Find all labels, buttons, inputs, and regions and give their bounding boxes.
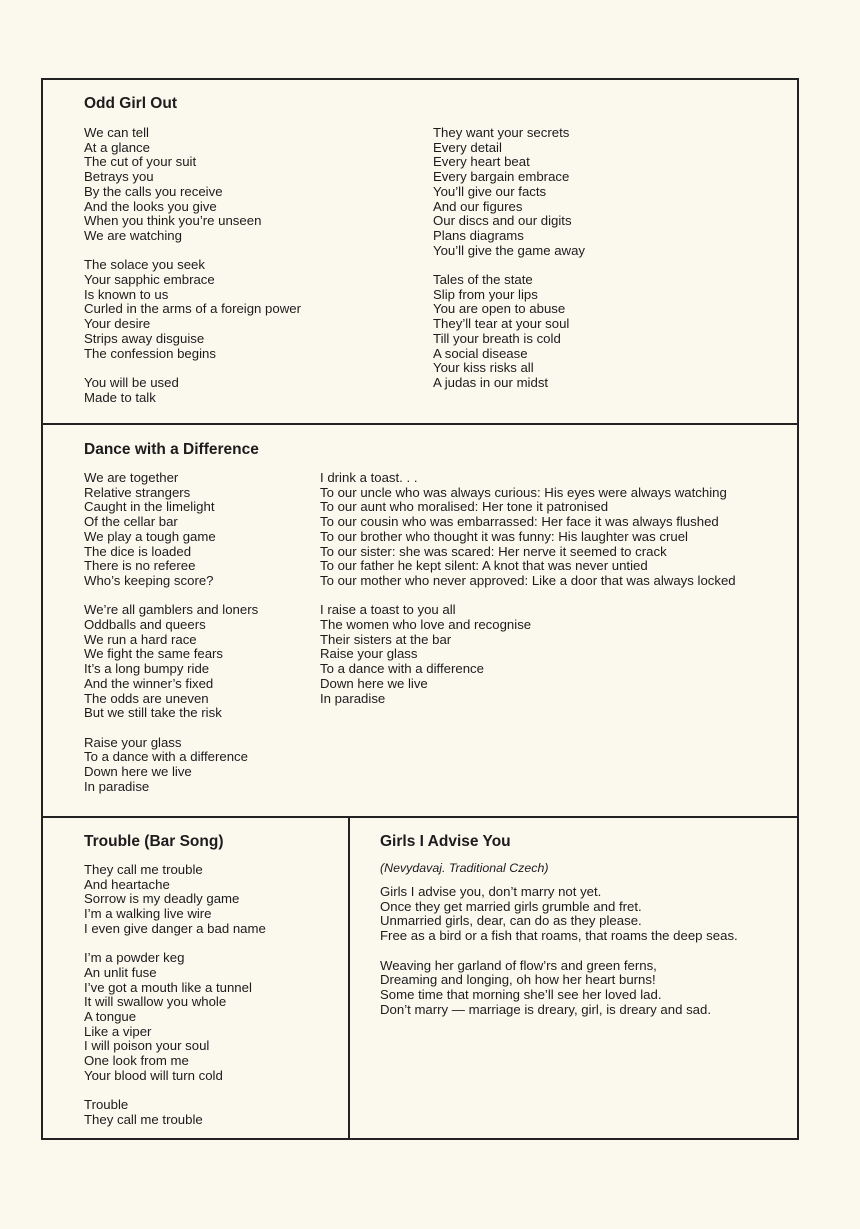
lyric-line: I’m a powder keg <box>84 950 185 966</box>
lyric-line: Sorrow is my deadly game <box>84 891 240 907</box>
lyric-line: Don’t marry — marriage is dreary, girl, is dreary and sad. <box>380 1001 712 1017</box>
lyric-line: Plans diagrams <box>433 227 524 243</box>
lyrics-column <box>380 885 738 1017</box>
lyric-line: We play a tough game <box>84 528 216 544</box>
stanza <box>320 471 736 589</box>
lyric-line: The solace you seek <box>84 257 205 273</box>
lyric-line: We can tell <box>84 125 149 140</box>
stanza <box>84 258 301 361</box>
lyric-line: The women who love and recognise <box>320 617 532 633</box>
lyrics-column-left <box>84 471 258 794</box>
lyric-line: To our mother who never approved: Like a door that was always locked <box>320 572 736 588</box>
lyric-line: In paradise <box>320 690 386 706</box>
stanza <box>320 603 736 706</box>
lyric-line: And our figures <box>433 198 523 214</box>
lyric-line: A tongue <box>84 1009 137 1025</box>
lyric-line: Strips away disguise <box>84 330 205 346</box>
lyric-line: Your sapphic embrace <box>84 272 215 288</box>
divider-vertical <box>348 816 350 1138</box>
lyric-line: By the calls you receive <box>84 183 223 199</box>
lyric-line: Curled in the arms of a foreign power <box>84 301 301 317</box>
lyric-line: You’ll give our facts <box>433 183 547 199</box>
lyric-line: They’ll tear at your soul <box>433 316 570 332</box>
lyric-line: We are watching <box>84 227 182 243</box>
lyric-line: Caught in the limelight <box>84 499 215 515</box>
lyric-line: The confession begins <box>84 345 216 361</box>
lyric-line: Once they get married girls grumble and fret. <box>380 898 642 914</box>
lyric-line: Betrays you <box>84 169 154 185</box>
lyric-line: Your kiss risks all <box>433 360 534 376</box>
lyric-line: You are open to abuse <box>433 301 566 317</box>
lyric-line: Raise your glass <box>84 734 182 750</box>
lyric-line: Oddballs and queers <box>84 617 206 633</box>
stanza <box>84 603 258 721</box>
lyric-line: Some time that morning she’ll see her loved lad. <box>380 986 662 1002</box>
lyric-line: Relative strangers <box>84 484 191 500</box>
song-title: Odd Girl Out <box>84 95 177 112</box>
lyric-line: I raise a toast to you all <box>320 602 456 618</box>
lyric-line: In paradise <box>84 778 150 794</box>
lyric-line: We are together <box>84 470 179 485</box>
lyrics-column-left <box>84 126 301 405</box>
lyric-line: To our uncle who was always curious: His eyes were always watching <box>320 484 727 500</box>
lyric-line: It’s a long bumpy ride <box>84 661 210 677</box>
lyric-line: You will be used <box>84 374 179 390</box>
song-title: Girls I Advise You <box>380 833 511 850</box>
lyric-line: We run a hard race <box>84 631 197 647</box>
lyric-line: To a dance with a difference <box>84 749 248 765</box>
lyric-line: We’re all gamblers and loners <box>84 602 259 618</box>
song-title: Dance with a Difference <box>84 441 259 458</box>
lyric-line: I’ve got a mouth like a tunnel <box>84 979 252 995</box>
lyric-line: Raise your glass <box>320 646 418 662</box>
lyric-line: Every heart beat <box>433 154 530 170</box>
lyric-line: Like a viper <box>84 1023 152 1039</box>
lyric-line: Girls I advise you, don’t marry not yet. <box>380 884 602 899</box>
lyric-line: The dice is loaded <box>84 543 192 559</box>
stanza <box>84 863 266 937</box>
lyric-line: Every detail <box>433 139 502 155</box>
lyric-line: Of the cellar bar <box>84 514 178 530</box>
lyric-line: A social disease <box>433 345 528 361</box>
lyric-line: Till your breath is cold <box>433 330 561 346</box>
lyric-line: To our aunt who moralised: Her tone it patronised <box>320 499 609 515</box>
lyric-line: Your blood will turn cold <box>84 1067 223 1083</box>
stanza <box>84 736 258 795</box>
stanza <box>433 126 585 258</box>
lyric-line: To our brother who thought it was funny: His laughter was cruel <box>320 528 688 544</box>
lyric-line: And the winner’s fixed <box>84 675 214 691</box>
lyric-line: It will swallow you whole <box>84 994 227 1010</box>
song-title: Trouble (Bar Song) <box>84 833 224 850</box>
lyric-line: They call me trouble <box>84 862 203 877</box>
lyric-line: Weaving her garland of flow’rs and green ferns, <box>380 957 657 973</box>
lyric-line: Down here we live <box>320 675 428 691</box>
lyric-line: Dreaming and longing, oh how her heart burns! <box>380 972 656 988</box>
lyrics-column <box>84 863 266 1128</box>
lyric-line: Tales of the state <box>433 272 533 288</box>
lyric-line: At a glance <box>84 139 150 155</box>
lyric-line: You’ll give the game away <box>433 242 585 258</box>
stanza <box>84 376 301 405</box>
lyric-line: The cut of your suit <box>84 154 197 170</box>
lyric-line: One look from me <box>84 1053 189 1069</box>
lyric-line: Every bargain embrace <box>433 169 570 185</box>
lyric-line: They want your secrets <box>433 125 570 140</box>
lyric-line: Made to talk <box>84 389 156 405</box>
lyric-line: A judas in our midst <box>433 374 549 390</box>
lyric-line: To our cousin who was embarrassed: Her face it was always flushed <box>320 514 719 530</box>
song-subtitle: (Nevydavaj. Traditional Czech) <box>380 861 549 875</box>
lyric-line: Down here we live <box>84 764 192 780</box>
stanza <box>84 1098 266 1127</box>
lyric-line: To our sister: she was scared: Her nerve it seemed to crack <box>320 543 667 559</box>
lyric-line: To our father he kept silent: A knot that was never untied <box>320 558 648 574</box>
lyric-line: Who’s keeping score? <box>84 572 214 588</box>
lyric-line: An unlit fuse <box>84 964 157 980</box>
lyric-line: Our discs and our digits <box>433 213 572 229</box>
lyric-line: Unmarried girls, dear, can do as they please. <box>380 913 642 929</box>
stanza <box>84 126 301 244</box>
lyric-line: Slip from your lips <box>433 286 538 302</box>
lyric-line: Free as a bird or a fish that roams, that roams the deep seas. <box>380 928 738 944</box>
lyric-line: I’m a walking live wire <box>84 906 212 922</box>
lyric-line: Trouble <box>84 1097 129 1113</box>
lyric-line: Your desire <box>84 316 151 332</box>
lyrics-column-right <box>433 126 585 391</box>
lyric-line: Their sisters at the bar <box>320 631 452 647</box>
lyric-line: There is no referee <box>84 558 196 574</box>
divider <box>43 816 797 818</box>
lyric-line: And the looks you give <box>84 198 217 214</box>
lyrics-frame <box>41 78 799 1140</box>
stanza <box>380 885 738 944</box>
lyric-line: I will poison your soul <box>84 1038 210 1054</box>
lyric-line: When you think you’re unseen <box>84 213 262 229</box>
stanza <box>433 273 585 391</box>
lyrics-column-right <box>320 471 736 706</box>
lyric-line: They call me trouble <box>84 1111 203 1127</box>
lyric-line: We fight the same fears <box>84 646 224 662</box>
lyric-line: To a dance with a difference <box>320 661 484 677</box>
divider <box>43 423 797 425</box>
lyric-line: The odds are uneven <box>84 690 209 706</box>
lyric-line: Is known to us <box>84 286 169 302</box>
lyric-line: I even give danger a bad name <box>84 920 266 936</box>
lyric-line: And heartache <box>84 876 170 892</box>
stanza <box>84 951 266 1083</box>
lyric-line: But we still take the risk <box>84 705 222 721</box>
stanza <box>84 471 258 589</box>
lyric-line: I drink a toast. . . <box>320 470 418 485</box>
stanza <box>380 959 738 1018</box>
